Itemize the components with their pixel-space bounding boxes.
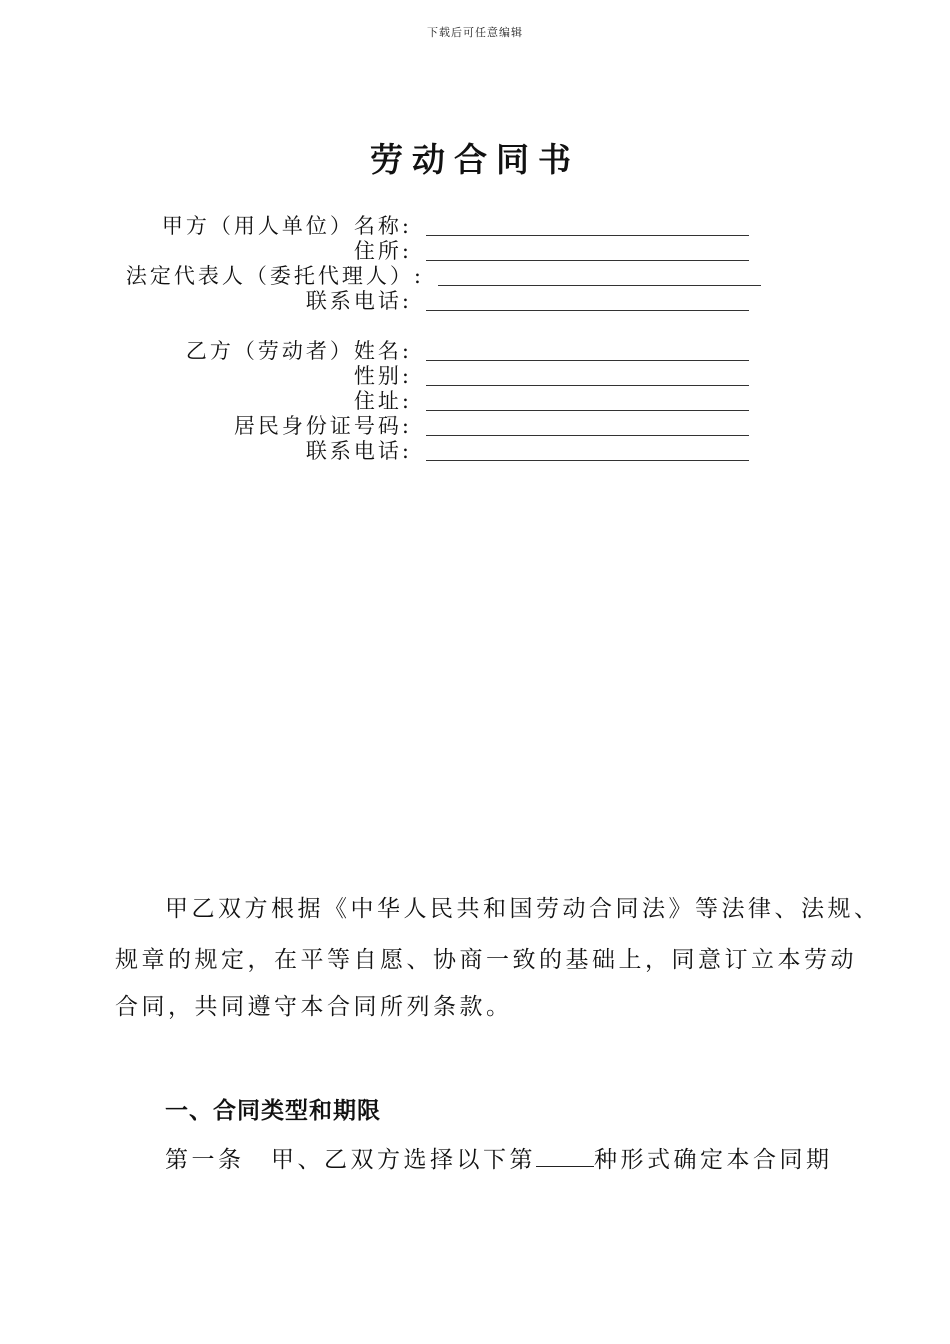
party-b-address-blank[interactable] bbox=[426, 410, 749, 411]
party-a-name-label: 甲方（用人单位）名称: bbox=[161, 214, 412, 238]
party-b-name-label: 乙方（劳动者）姓名: bbox=[185, 339, 412, 363]
document-title: 劳动合同书 bbox=[370, 140, 580, 179]
page-header-note: 下载后可任意编辑 bbox=[427, 26, 523, 39]
preamble-line-3: 合同，共同遵守本合同所列条款。 bbox=[115, 994, 513, 1020]
party-a-name-blank[interactable] bbox=[426, 235, 749, 236]
section-1-title: 一、合同类型和期限 bbox=[165, 1098, 381, 1124]
party-b-phone-label: 联系电话: bbox=[305, 439, 412, 463]
party-a-rep-label: 法定代表人（委托代理人）: bbox=[125, 264, 424, 288]
party-b-phone-blank[interactable] bbox=[426, 460, 749, 461]
clause-1 bbox=[165, 1136, 833, 1183]
preamble-line-1: 甲乙双方根据《中华人民共和国劳动合同法》等法律、法规、 bbox=[165, 896, 881, 922]
party-b-name-blank[interactable] bbox=[426, 360, 749, 361]
party-b-address-label: 住址: bbox=[353, 389, 412, 413]
party-a-rep-blank[interactable] bbox=[438, 285, 761, 286]
party-a-phone-label: 联系电话: bbox=[305, 289, 412, 313]
party-a-phone-blank[interactable] bbox=[426, 310, 749, 311]
party-b-gender-blank[interactable] bbox=[426, 385, 749, 386]
clause-1-prefix: 第一条 甲、乙双方选择以下第 bbox=[165, 1147, 536, 1173]
party-b-id-label: 居民身份证号码: bbox=[233, 414, 412, 438]
clause-1-form-blank[interactable] bbox=[536, 1136, 594, 1167]
preamble-line-2: 规章的规定，在平等自愿、协商一致的基础上，同意订立本劳动 bbox=[115, 947, 857, 973]
party-b-gender-label: 性别: bbox=[353, 364, 412, 388]
party-a-address-label: 住所: bbox=[353, 239, 412, 263]
party-b-id-blank[interactable] bbox=[426, 435, 749, 436]
clause-1-suffix: 种形式确定本合同期 bbox=[594, 1147, 833, 1173]
party-a-address-blank[interactable] bbox=[426, 260, 749, 261]
